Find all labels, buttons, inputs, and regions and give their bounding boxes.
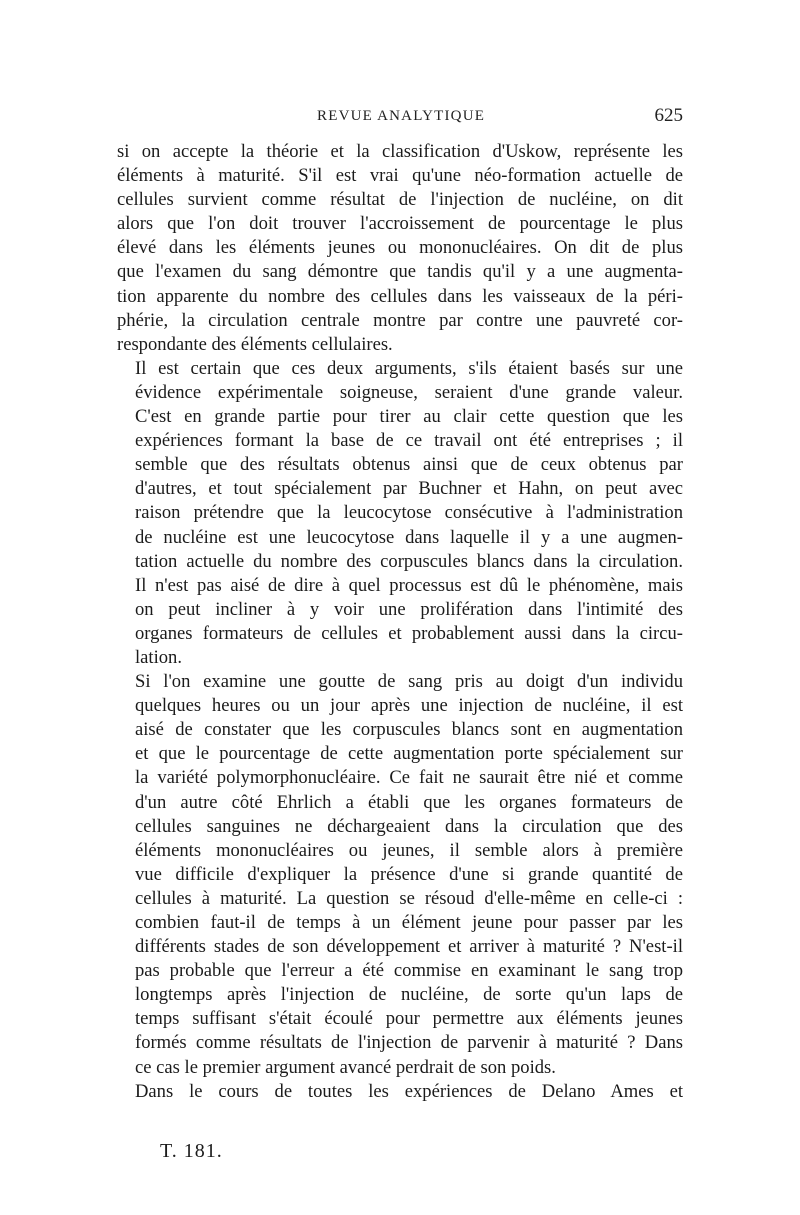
line: Il n'est pas aisé de dire à quel processus est dû le phénomène, mais	[135, 574, 683, 596]
line: cellules survient comme résultat de l'injection de nucléine, on dit	[117, 189, 683, 211]
line: aisé de constater que les corpuscules blancs sont en augmentation	[135, 719, 683, 741]
line: expériences formant la base de ce travail ont été entreprises ; il	[135, 430, 683, 452]
line: longtemps après l'injection de nucléine, de sorte qu'un laps de	[135, 984, 683, 1006]
line: élevé dans les éléments jeunes ou mononucléaires. On dit de plus	[117, 237, 683, 259]
body-text	[117, 140, 683, 1104]
line: Si l'on examine une goutte de sang pris au doigt d'un individu	[135, 671, 683, 693]
page-header	[117, 105, 683, 132]
paragraph-2	[117, 357, 683, 670]
line: on peut incliner à y voir une prolifération dans l'intimité des	[135, 598, 683, 620]
line-last: lation.	[135, 646, 182, 668]
line: éléments à maturité. S'il est vrai qu'une néo-formation actuelle de	[117, 165, 683, 187]
paragraph-4	[117, 1080, 683, 1104]
line: quelques heures ou un jour après une injection de nucléine, il est	[135, 695, 683, 717]
line: combien faut-il de temps à un élément jeune pour passer par les	[135, 912, 683, 933]
line: et que le pourcentage de cette augmentation porte spécialement sur	[135, 743, 683, 765]
line: pas probable que l'erreur a été commise en examinant le sang trop	[135, 960, 683, 982]
line: d'un autre côté Ehrlich a établi que les organes formateurs de	[135, 791, 683, 813]
line: tion apparente du nombre des cellules dans les vaisseaux de la péri-	[117, 285, 683, 307]
paragraph-3	[117, 670, 683, 1080]
line: temps suffisant s'était écoulé pour permettre aux éléments jeunes	[135, 1008, 683, 1030]
paragraph-1	[117, 140, 683, 357]
line: phérie, la circulation centrale montre par contre une pauvreté cor-	[117, 309, 683, 331]
line: de nucléine est une leucocytose dans laquelle il y a une augmen-	[135, 526, 683, 548]
line: C'est en grande partie pour tirer au clair cette question que les	[135, 406, 683, 428]
line: organes formateurs de cellules et probablement aussi dans la circu-	[135, 622, 683, 644]
line: si on accepte la théorie et la classification d'Uskow, représente les	[117, 141, 683, 162]
line: Dans le cours de toutes les expériences de Delano Ames et	[135, 1080, 683, 1102]
line: semble que des résultats obtenus ainsi que de ceux obtenus par	[135, 454, 683, 476]
line: Il est certain que ces deux arguments, s'ils étaient basés sur une	[135, 357, 683, 379]
signature-mark: T. 181.	[160, 1140, 223, 1162]
line: cellules à maturité. La question se résoud d'elle-même en celle-ci :	[135, 887, 683, 909]
line: tation actuelle du nombre des corpuscules blancs dans la circulation.	[135, 550, 683, 572]
line: cellules sanguines ne déchargeaient dans la circulation que des	[135, 815, 683, 837]
page-number: 625	[654, 105, 683, 126]
line: raison prétendre que la leucocytose consécutive à l'administration	[135, 502, 683, 524]
line: différents stades de son développement et arriver à maturité ? N'est-il	[135, 936, 683, 958]
line-last: ce cas le premier argument avancé perdrait de son poids.	[135, 1056, 556, 1078]
line: la variété polymorphonucléaire. Ce fait ne saurait être nié et comme	[135, 767, 683, 789]
line: éléments mononucléaires ou jeunes, il semble alors à première	[135, 839, 683, 861]
line: d'autres, et tout spécialement par Buchner et Hahn, on peut avec	[135, 478, 683, 500]
line: vue difficile d'expliquer la présence d'une si grande quantité de	[135, 863, 683, 885]
line: évidence expérimentale soigneuse, seraient d'une grande valeur.	[135, 381, 683, 403]
line: alors que l'on doit trouver l'accroissement de pourcentage le plus	[117, 213, 683, 235]
line: formés comme résultats de l'injection de parvenir à maturité ? Dans	[135, 1032, 683, 1054]
running-head: REVUE ANALYTIQUE	[317, 108, 486, 124]
line-last: respondante des éléments cellulaires.	[117, 333, 393, 355]
line: que l'examen du sang démontre que tandis qu'il y a une augmenta-	[117, 261, 683, 283]
